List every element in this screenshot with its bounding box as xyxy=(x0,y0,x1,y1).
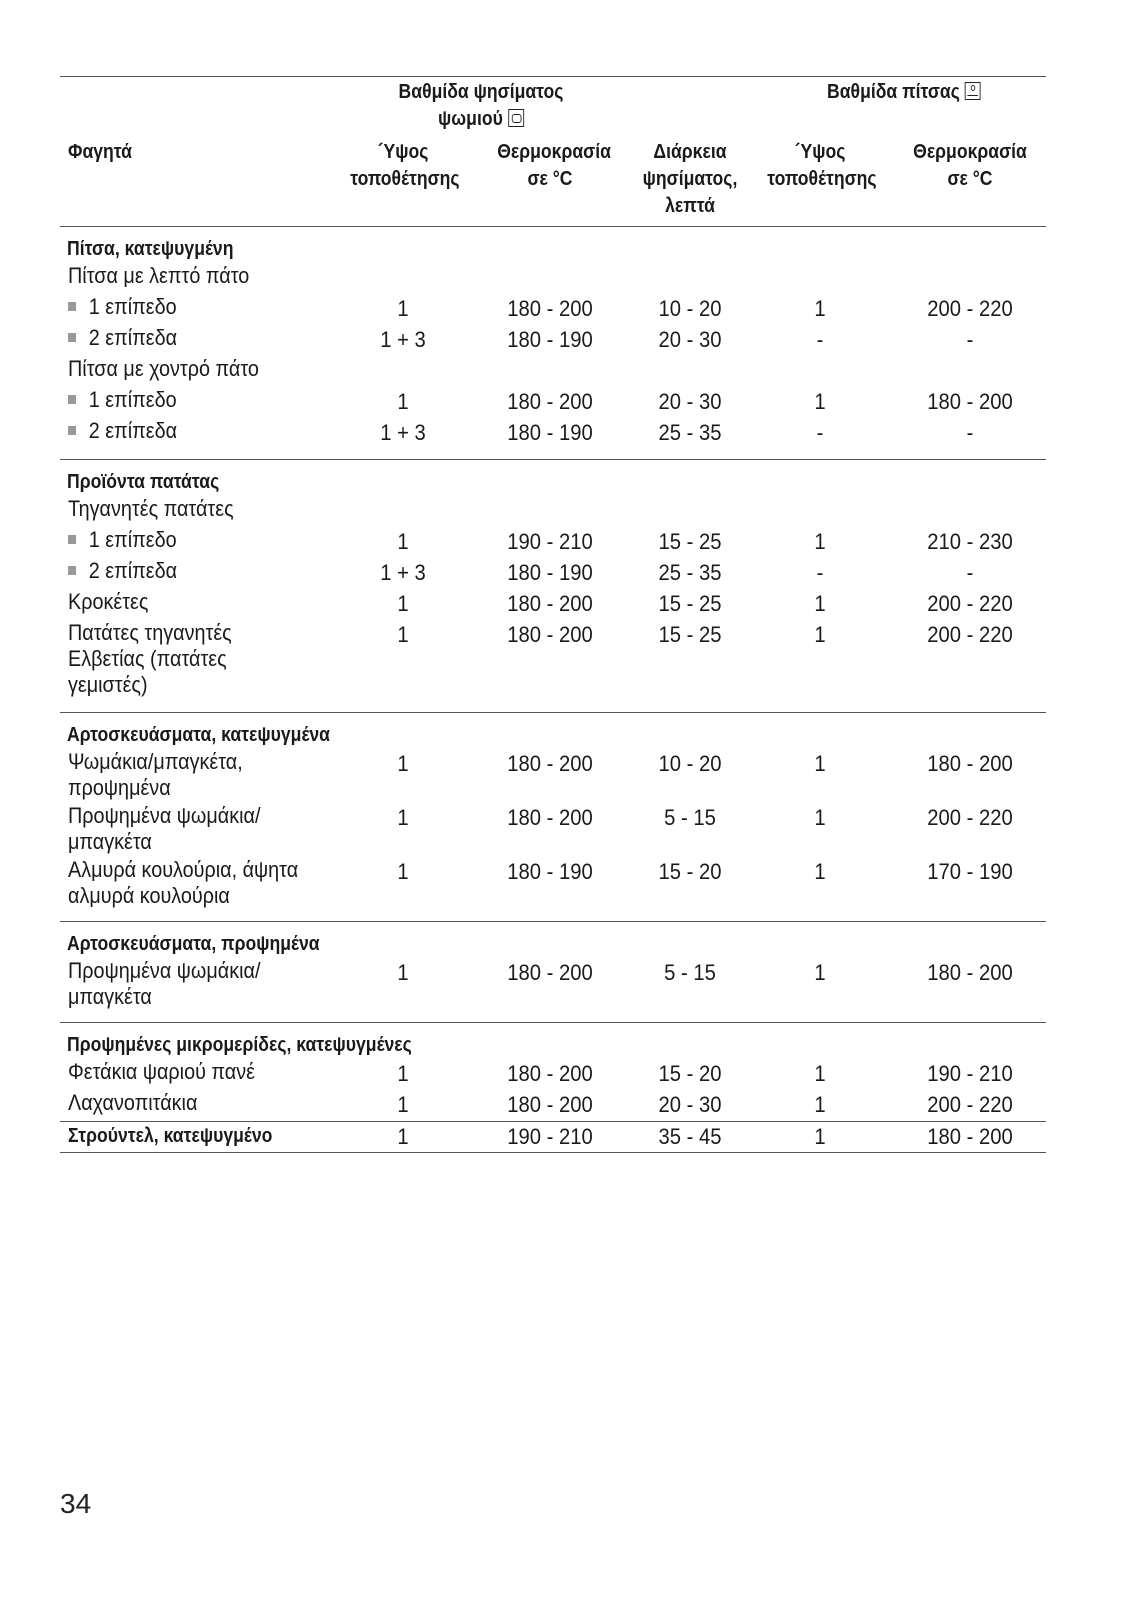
row-pizza-height: 1 xyxy=(814,859,826,884)
row-height: 1 xyxy=(397,529,409,554)
subgroup-label: Πίτσα με λεπτό πάτο xyxy=(68,263,250,288)
row-pizza-height: 1 xyxy=(814,622,826,647)
row-pizza-temp: 210 - 230 xyxy=(927,529,1013,554)
row-pizza-height: 1 xyxy=(814,1061,826,1086)
bullet-square-icon xyxy=(68,302,76,311)
row-pizza-height: - xyxy=(816,420,824,445)
row-food: Λαχανοπιτάκια xyxy=(68,1090,198,1115)
row-pizza-height: 1 xyxy=(814,296,826,321)
row-pizza-height: 1 xyxy=(814,751,826,776)
row-duration: 20 - 30 xyxy=(658,327,722,352)
row-food: 2 επίπεδα xyxy=(68,325,302,351)
row-pizza-temp: - xyxy=(966,560,974,585)
row-temp: 180 - 200 xyxy=(507,1061,593,1086)
section-title: Αρτοσκευάσματα, κατεψυγμένα xyxy=(67,724,330,746)
row-height: 1 xyxy=(397,859,409,884)
table-row xyxy=(60,325,1046,356)
row-pizza-temp: 170 - 190 xyxy=(927,859,1013,884)
row-duration: 35 - 45 xyxy=(658,1124,722,1149)
row-duration: 20 - 30 xyxy=(658,1092,722,1117)
row-food: Προψημένα ψωμάκια/ μπαγκέτα xyxy=(68,958,261,1009)
row-pizza-temp: 200 - 220 xyxy=(927,296,1013,321)
row-pizza-temp: 190 - 210 xyxy=(927,1061,1013,1086)
pizza-group-header xyxy=(816,79,992,106)
bullet-square-icon xyxy=(68,566,76,575)
row-pizza-temp: 200 - 220 xyxy=(927,622,1013,647)
row-temp: 180 - 190 xyxy=(507,560,593,585)
row-height: 1 + 3 xyxy=(380,327,426,352)
row-height: 1 xyxy=(397,1124,409,1149)
table-section xyxy=(60,713,1046,922)
table-body xyxy=(60,227,1046,1122)
row-duration: 10 - 20 xyxy=(658,751,722,776)
row-food: 1 επίπεδο xyxy=(68,527,302,553)
bullet-square-icon xyxy=(68,426,76,435)
row-pizza-height: 1 xyxy=(814,389,826,414)
row-food: Στρούντελ, κατεψυγμένο xyxy=(68,1125,273,1147)
row-height: 1 xyxy=(397,805,409,830)
row-food: 1 επίπεδο xyxy=(68,387,302,413)
row-height: 1 xyxy=(397,296,409,321)
bread-group-title-line2: ψωμιού xyxy=(438,108,503,130)
table-row xyxy=(60,958,1046,1012)
pizza-mode-icon xyxy=(965,82,981,100)
row-food: 2 επίπεδα xyxy=(68,558,302,584)
row-pizza-temp: 180 - 200 xyxy=(927,751,1013,776)
row-temp: 190 - 210 xyxy=(507,529,593,554)
row-pizza-height: - xyxy=(816,560,824,585)
row-pizza-temp: 200 - 220 xyxy=(927,805,1013,830)
row-pizza-temp: 180 - 200 xyxy=(927,960,1013,985)
table-row xyxy=(60,418,1046,449)
row-temp: 190 - 210 xyxy=(507,1124,593,1149)
row-temp: 180 - 200 xyxy=(507,805,593,830)
table-row xyxy=(60,857,1046,911)
row-food: Κροκέτες xyxy=(68,589,149,614)
table-row xyxy=(60,294,1046,325)
pizza-group-title: Βαθμίδα πίτσας xyxy=(827,81,960,103)
row-height: 1 xyxy=(397,1061,409,1086)
table-row xyxy=(60,620,1046,702)
subgroup-label: Πίτσα με χοντρό πάτο xyxy=(68,356,259,381)
col-food-header: Φαγητά xyxy=(68,141,132,163)
row-duration: 15 - 25 xyxy=(658,622,722,647)
row-food: Προψημένα ψωμάκια/ μπαγκέτα xyxy=(68,803,261,854)
row-food: Πατάτες τηγανητές Ελβετίας (πατάτες γεμιστές) xyxy=(68,620,232,697)
row-duration: 15 - 20 xyxy=(658,1061,722,1086)
bullet-square-icon xyxy=(68,395,76,404)
row-duration: 10 - 20 xyxy=(658,296,722,321)
bread-group-header xyxy=(390,79,571,133)
table-row xyxy=(60,589,1046,620)
row-duration: 5 - 15 xyxy=(664,960,716,985)
row-duration: 20 - 30 xyxy=(658,389,722,414)
row-temp: 180 - 200 xyxy=(507,591,593,616)
row-food: Αλμυρά κουλούρια, άψητα αλμυρά κουλούρια xyxy=(68,857,299,908)
row-pizza-temp: - xyxy=(966,327,974,352)
row-food: 2 επίπεδα xyxy=(68,418,302,444)
bread-mode-icon xyxy=(508,109,524,127)
row-height: 1 + 3 xyxy=(380,420,426,445)
table-row xyxy=(60,1059,1046,1090)
table-section xyxy=(60,1023,1046,1122)
section-title: Προψημένες μικρομερίδες, κατεψυγμένες xyxy=(67,1034,412,1056)
row-pizza-height: - xyxy=(816,327,824,352)
col-pizza-height-header: ´Υψος τοποθέτησης xyxy=(767,141,877,190)
row-pizza-temp: - xyxy=(966,420,974,445)
row-pizza-height: 1 xyxy=(814,1124,826,1149)
section-title: Αρτοσκευάσματα, προψημένα xyxy=(67,933,320,955)
row-temp: 180 - 190 xyxy=(507,327,593,352)
table-section xyxy=(60,460,1046,713)
row-temp: 180 - 200 xyxy=(507,960,593,985)
table-row xyxy=(60,558,1046,589)
col-temp-header: Θερμοκρασία σε °C xyxy=(497,141,611,190)
row-height: 1 xyxy=(397,622,409,647)
row-duration: 25 - 35 xyxy=(658,420,722,445)
table-row xyxy=(60,527,1046,558)
table-header xyxy=(60,76,1046,227)
row-pizza-height: 1 xyxy=(814,591,826,616)
row-height: 1 xyxy=(397,960,409,985)
row-temp: 180 - 200 xyxy=(507,1092,593,1117)
table-row xyxy=(60,387,1046,418)
row-temp: 180 - 200 xyxy=(507,296,593,321)
row-temp: 180 - 190 xyxy=(507,859,593,884)
row-pizza-temp: 200 - 220 xyxy=(927,1092,1013,1117)
table-section xyxy=(60,227,1046,460)
table-row xyxy=(60,749,1046,803)
row-pizza-temp: 180 - 200 xyxy=(927,389,1013,414)
row-pizza-temp: 180 - 200 xyxy=(927,1124,1013,1149)
row-height: 1 xyxy=(397,1092,409,1117)
row-temp: 180 - 200 xyxy=(507,389,593,414)
row-height: 1 xyxy=(397,751,409,776)
row-pizza-temp: 200 - 220 xyxy=(927,591,1013,616)
row-pizza-height: 1 xyxy=(814,805,826,830)
row-height: 1 xyxy=(397,591,409,616)
bullet-square-icon xyxy=(68,333,76,342)
row-height: 1 xyxy=(397,389,409,414)
row-pizza-height: 1 xyxy=(814,960,826,985)
baking-table xyxy=(60,76,1046,1153)
table-row xyxy=(60,803,1046,857)
table-section xyxy=(60,922,1046,1023)
row-duration: 15 - 25 xyxy=(658,529,722,554)
page-number: 34 xyxy=(60,1488,92,1519)
row-height: 1 + 3 xyxy=(380,560,426,585)
row-duration: 15 - 25 xyxy=(658,591,722,616)
row-temp: 180 - 200 xyxy=(507,622,593,647)
table-row xyxy=(60,1122,1046,1153)
table-row xyxy=(60,1090,1046,1121)
bullet-square-icon xyxy=(68,535,76,544)
col-pizza-temp-header: Θερμοκρασία σε °C xyxy=(913,141,1027,190)
row-pizza-height: 1 xyxy=(814,1092,826,1117)
row-food: Φετάκια ψαριού πανέ xyxy=(68,1059,255,1084)
row-food: Ψωμάκια/μπαγκέτα, προψημένα xyxy=(68,749,243,800)
section-title: Πίτσα, κατεψυγμένη xyxy=(67,238,234,260)
row-duration: 25 - 35 xyxy=(658,560,722,585)
row-food: 1 επίπεδο xyxy=(68,294,302,320)
row-temp: 180 - 200 xyxy=(507,751,593,776)
section-title: Προϊόντα πατάτας xyxy=(67,471,220,493)
row-duration: 5 - 15 xyxy=(664,805,716,830)
row-duration: 15 - 20 xyxy=(658,859,722,884)
row-temp: 180 - 190 xyxy=(507,420,593,445)
row-pizza-height: 1 xyxy=(814,529,826,554)
subgroup-label: Τηγανητές πατάτες xyxy=(68,496,234,521)
bread-group-title: Βαθμίδα ψησίματος xyxy=(398,81,564,103)
col-duration-header: Διάρκεια ψησίματος, λεπτά xyxy=(642,141,738,217)
col-height-header: ´Υψος τοποθέτησης xyxy=(350,141,460,190)
